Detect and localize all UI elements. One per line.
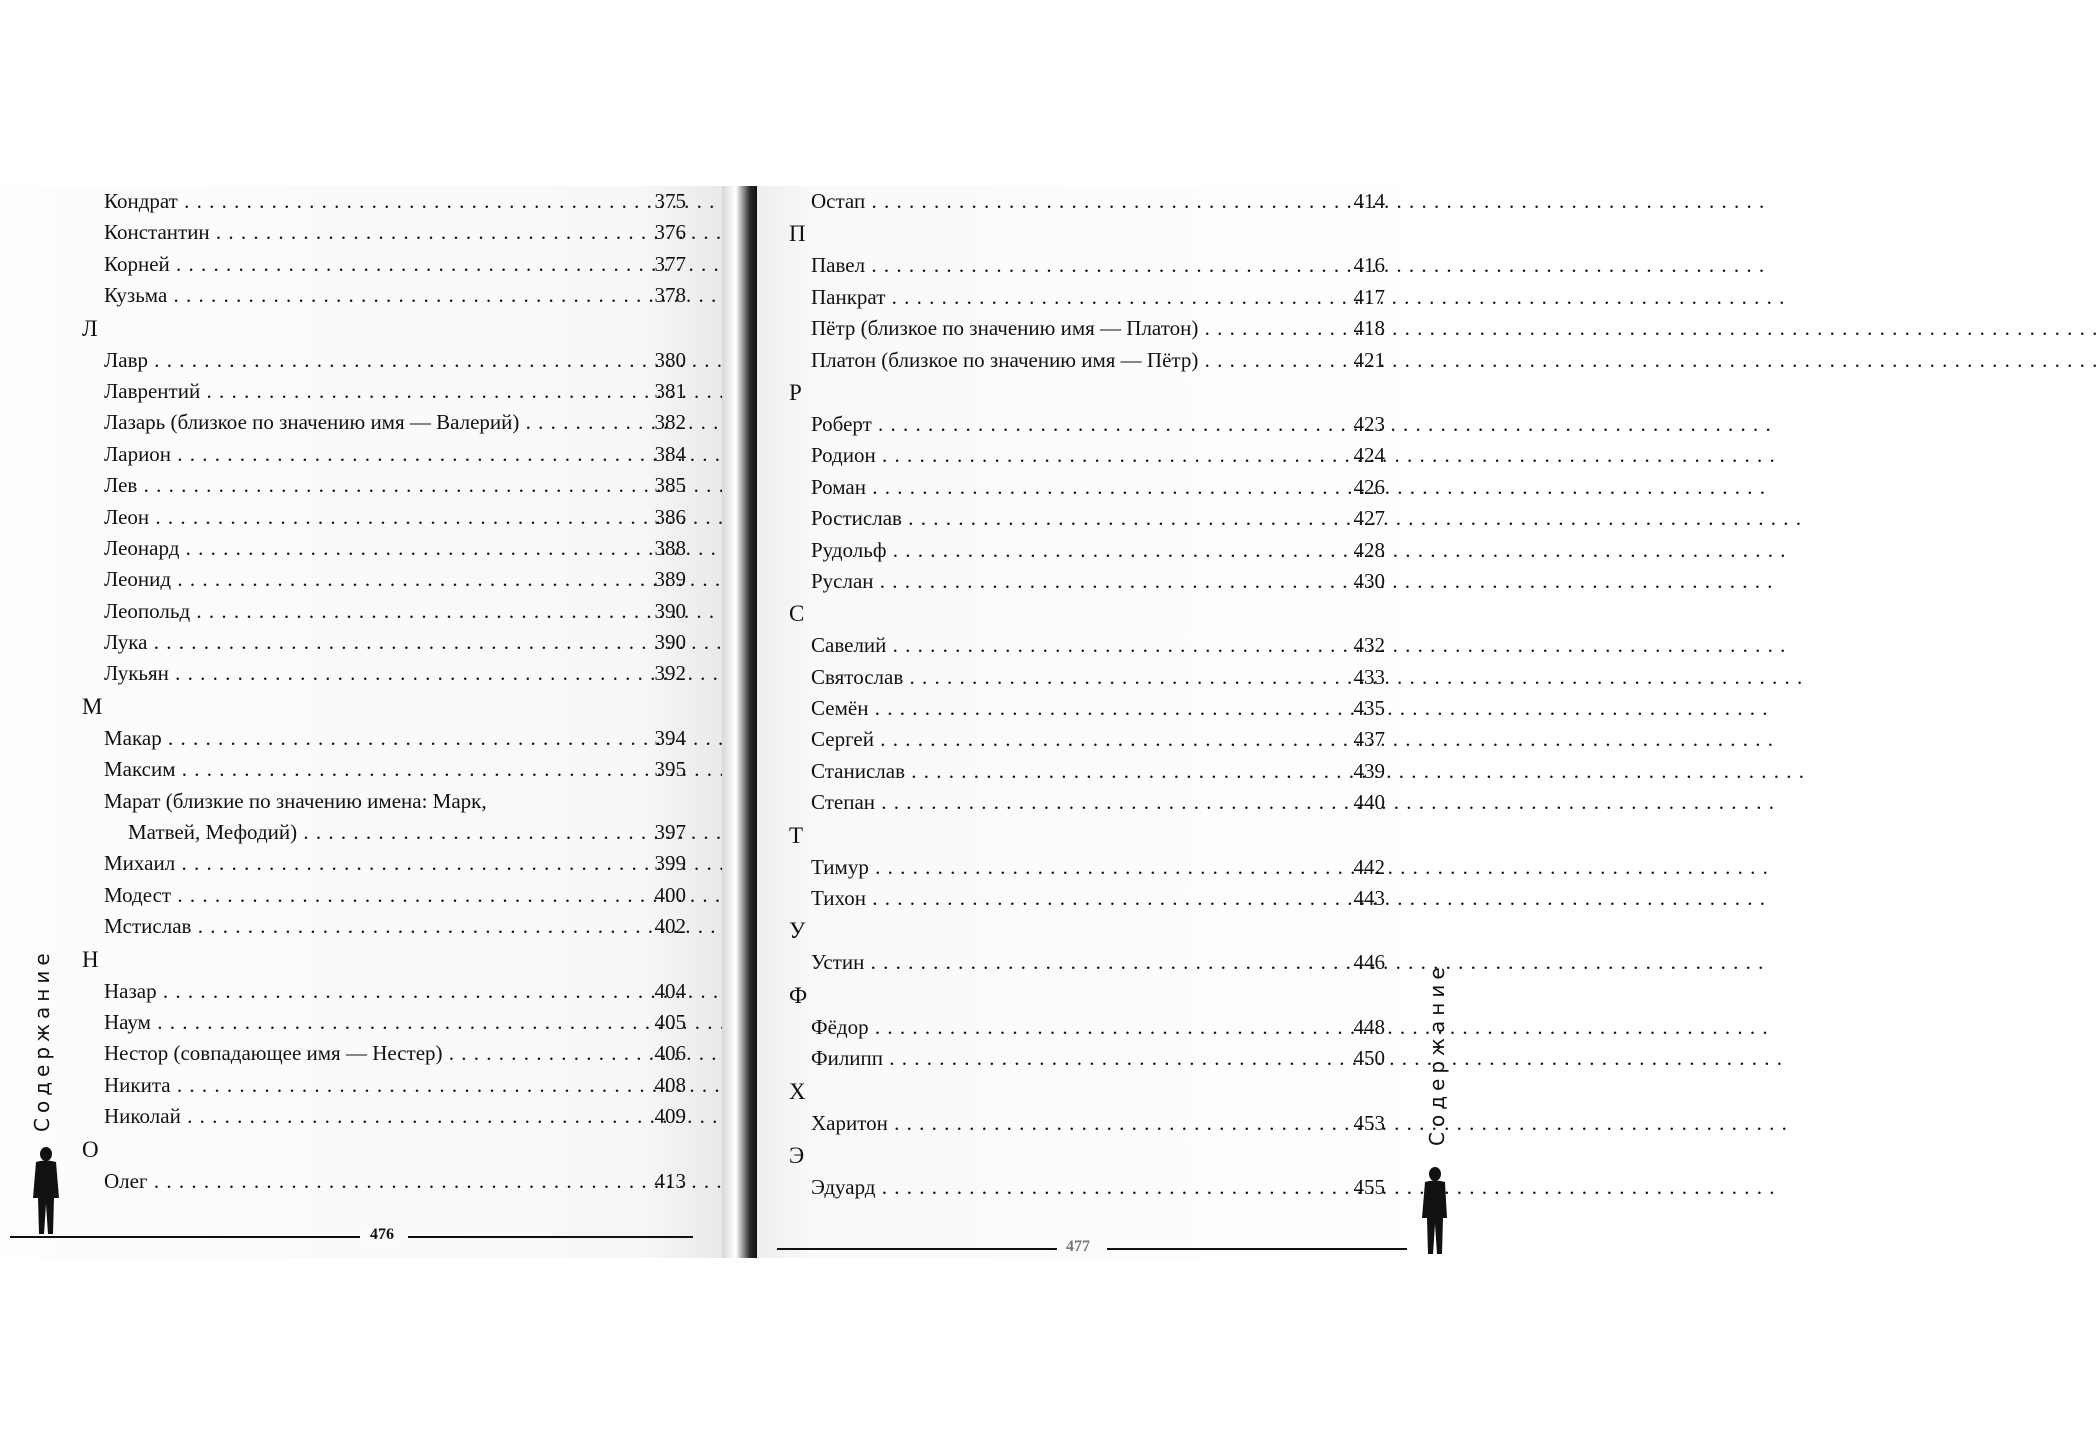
toc-entry-page: 380 xyxy=(654,347,686,372)
toc-entry xyxy=(80,848,686,879)
toc-entry xyxy=(787,250,1385,281)
toc-entry-title: Ларион . . . xyxy=(104,439,626,470)
toc-entry-page: 450 xyxy=(1353,1046,1385,1071)
toc-entry-title: Родион . . . xyxy=(811,440,1325,471)
toc-entry xyxy=(80,407,686,438)
man-silhouette-icon xyxy=(1417,1166,1447,1256)
toc-entry-title: Марат (близкие по значению имена: Марк, xyxy=(104,788,487,813)
book-gutter xyxy=(722,186,757,1258)
toc-entry-page: 414 xyxy=(1353,189,1385,213)
toc-entry-page: 408 xyxy=(654,1072,686,1097)
toc-entry-page: 397 xyxy=(654,820,686,845)
toc-entry-page: 424 xyxy=(1353,443,1385,468)
toc-entry-page: 430 xyxy=(1353,568,1385,593)
toc-entry xyxy=(787,852,1385,883)
toc-entry xyxy=(787,1012,1385,1043)
toc-entry-title: Лазарь (близкое по значению имя — Валерий) . . . xyxy=(104,407,626,438)
toc-entry-title: Михаил . . . xyxy=(104,848,626,879)
toc-entry-page: 435 xyxy=(1353,696,1385,721)
toc-entry-title: Лаврентий . . . xyxy=(104,376,626,407)
toc-entry-title: Тихон . . . xyxy=(811,883,1325,914)
toc-entry-title: Константин . . . xyxy=(104,217,626,248)
toc-entry-page: 406 xyxy=(654,1041,686,1066)
toc-entry-title: Фёдор . . . xyxy=(811,1012,1325,1043)
toc-entry-page: 448 xyxy=(1353,1014,1385,1039)
page-number-left: 476 xyxy=(364,1226,400,1244)
toc-entry-page: 395 xyxy=(654,757,686,782)
toc-entry xyxy=(80,345,686,376)
section-letter: Л xyxy=(82,315,98,341)
toc-entry xyxy=(80,564,686,595)
toc-entry-title: Кузьма . . . xyxy=(104,280,626,311)
toc-entry xyxy=(787,472,1385,503)
toc-entry xyxy=(80,817,686,848)
toc-entry-page: 399 xyxy=(654,851,686,876)
toc-entry-page: 390 xyxy=(654,630,686,655)
toc-entry-page: 375 xyxy=(654,189,686,213)
toc-entry xyxy=(80,439,686,470)
toc-entry xyxy=(80,976,686,1007)
toc-entry xyxy=(80,627,686,658)
section-letter: Т xyxy=(789,822,804,848)
toc-entry-page: 377 xyxy=(654,251,686,276)
toc-entry-title: Леопольд . . . xyxy=(104,596,626,627)
toc-entry xyxy=(787,756,1385,787)
toc-entry-title: Леонард . . . xyxy=(104,533,626,564)
toc-entry-page: 394 xyxy=(654,725,686,750)
toc-entry-page: 409 xyxy=(654,1104,686,1129)
toc-entry-page: 455 xyxy=(1353,1174,1385,1199)
section-letter: Х xyxy=(789,1078,806,1104)
toc-entry xyxy=(80,1007,686,1038)
toc-entry xyxy=(787,313,1385,344)
toc-entry xyxy=(80,1070,686,1101)
man-silhouette-icon xyxy=(26,1146,66,1236)
section-letter: С xyxy=(789,601,805,627)
toc-entry xyxy=(787,693,1385,724)
toc-entry-title: Филипп . . . xyxy=(811,1043,1325,1074)
toc-entry-page: 427 xyxy=(1353,506,1385,531)
toc-entry-title: Устин . . . xyxy=(811,947,1325,978)
toc-entry-page: 428 xyxy=(1353,537,1385,562)
toc-entry xyxy=(80,217,686,248)
toc-entry-page: 426 xyxy=(1353,474,1385,499)
left-toc-list xyxy=(80,186,686,1197)
toc-entry-page: 390 xyxy=(654,598,686,623)
toc-entry xyxy=(80,186,686,217)
toc-entry-title: Леонид . . . xyxy=(104,564,626,595)
toc-entry xyxy=(787,724,1385,755)
toc-entry-page: 388 xyxy=(654,535,686,560)
left-page xyxy=(0,186,722,1258)
toc-entry-title: Лукьян . . . xyxy=(104,658,626,689)
right-toc-list xyxy=(787,186,1385,1203)
toc-entry-page: 404 xyxy=(654,978,686,1003)
toc-entry-page: 437 xyxy=(1353,727,1385,752)
toc-entry-title: Кондрат . . . xyxy=(104,186,626,217)
toc-entry-page: 384 xyxy=(654,441,686,466)
toc-entry-page: 392 xyxy=(654,661,686,686)
toc-entry-title: Леон . . . xyxy=(104,502,626,533)
toc-entry-page: 381 xyxy=(654,378,686,403)
toc-entry xyxy=(80,754,686,785)
toc-entry xyxy=(787,1043,1385,1074)
toc-entry-page: 442 xyxy=(1353,854,1385,879)
toc-entry xyxy=(787,535,1385,566)
toc-entry-title: Олег . . . xyxy=(104,1166,626,1197)
toc-entry xyxy=(787,186,1385,217)
toc-entry-page: 405 xyxy=(654,1009,686,1034)
toc-entry-title: Сергей . . . xyxy=(811,724,1325,755)
page-number-right: 477 xyxy=(1060,1238,1096,1256)
section-letter: Э xyxy=(789,1142,805,1168)
toc-entry-title: Никита . . . xyxy=(104,1070,626,1101)
toc-entry-page: 432 xyxy=(1353,633,1385,658)
toc-entry-title: Тимур . . . xyxy=(811,852,1325,883)
toc-entry-page: 443 xyxy=(1353,886,1385,911)
toc-entry-title: Пётр (близкое по значению имя — Платон) . . . xyxy=(811,313,1325,344)
toc-entry xyxy=(80,911,686,942)
toc-entry-title: Руслан . . . xyxy=(811,566,1325,597)
toc-entry-title: Савелий . . . xyxy=(811,630,1325,661)
toc-entry-page: 413 xyxy=(654,1168,686,1193)
toc-entry xyxy=(787,1108,1385,1139)
toc-entry-page: 376 xyxy=(654,220,686,245)
toc-entry-title: Ростислав . . . xyxy=(811,503,1325,534)
right-page xyxy=(757,186,1449,1258)
toc-entry xyxy=(80,880,686,911)
toc-entry-page: 418 xyxy=(1353,316,1385,341)
toc-entry-title: Лука . . . xyxy=(104,627,626,658)
section-letter: Ф xyxy=(789,982,808,1008)
section-letter: П xyxy=(789,221,806,247)
toc-entry xyxy=(787,503,1385,534)
toc-entry xyxy=(80,1038,686,1069)
toc-entry-page: 378 xyxy=(654,283,686,308)
toc-entry-page: 417 xyxy=(1353,284,1385,309)
footer-rule-left-b xyxy=(408,1236,693,1238)
toc-entry-page: 439 xyxy=(1353,758,1385,783)
toc-entry xyxy=(80,658,686,689)
toc-entry xyxy=(787,566,1385,597)
toc-entry xyxy=(80,249,686,280)
side-label-left: Содержание xyxy=(30,948,54,1132)
toc-entry-title: Роберт . . . xyxy=(811,409,1325,440)
section-letter: Н xyxy=(82,946,99,972)
toc-entry-title: Мстислав . . . xyxy=(104,911,626,942)
toc-entry-page: 400 xyxy=(654,882,686,907)
toc-entry xyxy=(787,440,1385,471)
toc-entry xyxy=(787,947,1385,978)
toc-entry xyxy=(80,502,686,533)
toc-entry xyxy=(787,630,1385,661)
toc-entry-title: Эдуард . . . xyxy=(811,1172,1325,1203)
toc-entry-page: 386 xyxy=(654,504,686,529)
toc-entry-page: 423 xyxy=(1353,411,1385,436)
toc-entry-page: 433 xyxy=(1353,664,1385,689)
toc-entry-title: Лавр . . . xyxy=(104,345,626,376)
toc-entry-title: Рудольф . . . xyxy=(811,535,1325,566)
toc-entry-title: Станислав . . . xyxy=(811,756,1325,787)
toc-entry-page: 416 xyxy=(1353,253,1385,278)
toc-entry xyxy=(80,596,686,627)
toc-entry-title: Остап . . . xyxy=(811,186,1325,217)
section-letter: М xyxy=(82,693,103,719)
toc-entry-title: Святослав . . . xyxy=(811,662,1325,693)
toc-entry xyxy=(787,662,1385,693)
toc-entry-page: 402 xyxy=(654,914,686,939)
footer-rule-left-a xyxy=(10,1236,360,1238)
toc-entry-title: Матвей, Мефодий) . . . xyxy=(128,817,626,848)
toc-entry-title: Степан . . . xyxy=(811,787,1325,818)
toc-entry-title: Корней . . . xyxy=(104,249,626,280)
toc-entry-page: 389 xyxy=(654,567,686,592)
toc-entry-title: Семён . . . xyxy=(811,693,1325,724)
toc-entry-title: Модест . . . xyxy=(104,880,626,911)
toc-entry-title: Лев . . . xyxy=(104,470,626,501)
toc-entry-title: Николай . . . xyxy=(104,1101,626,1132)
toc-entry-title: Платон (близкое по значению имя — Пётр) . . . xyxy=(811,345,1325,376)
toc-entry xyxy=(80,280,686,311)
section-letter: Р xyxy=(789,379,802,405)
toc-entry xyxy=(787,883,1385,914)
toc-entry-page: 382 xyxy=(654,410,686,435)
toc-entry xyxy=(80,470,686,501)
toc-entry xyxy=(80,1166,686,1197)
toc-entry xyxy=(80,723,686,754)
toc-entry-title: Наум . . . xyxy=(104,1007,626,1038)
toc-entry xyxy=(80,533,686,564)
toc-entry xyxy=(787,409,1385,440)
toc-entry xyxy=(80,376,686,407)
section-letter: У xyxy=(789,918,806,944)
toc-entry-title: Нестор (совпадающее имя — Нестер) . . . xyxy=(104,1038,626,1069)
toc-entry-title: Павел . . . xyxy=(811,250,1325,281)
toc-entry xyxy=(787,787,1385,818)
toc-entry-title: Харитон . . . xyxy=(811,1108,1325,1139)
toc-entry-title: Макар . . . xyxy=(104,723,626,754)
toc-entry-title: Роман . . . xyxy=(811,472,1325,503)
toc-entry-title: Назар . . . xyxy=(104,976,626,1007)
toc-entry-page: 446 xyxy=(1353,950,1385,975)
toc-entry-title: Панкрат . . . xyxy=(811,282,1325,313)
toc-entry-page: 440 xyxy=(1353,790,1385,815)
toc-entry-page: 421 xyxy=(1353,347,1385,372)
toc-entry xyxy=(787,282,1385,313)
toc-entry xyxy=(787,345,1385,376)
toc-entry-page: 385 xyxy=(654,473,686,498)
footer-rule-right-b xyxy=(1107,1248,1407,1250)
toc-entry-title: Максим . . . xyxy=(104,754,626,785)
toc-entry xyxy=(787,1172,1385,1203)
toc-entry xyxy=(80,786,686,817)
toc-entry xyxy=(80,1101,686,1132)
side-label-right: Содержание xyxy=(1425,962,1449,1146)
section-letter: О xyxy=(82,1136,99,1162)
footer-rule-right-a xyxy=(777,1248,1057,1250)
toc-entry-page: 453 xyxy=(1353,1110,1385,1135)
